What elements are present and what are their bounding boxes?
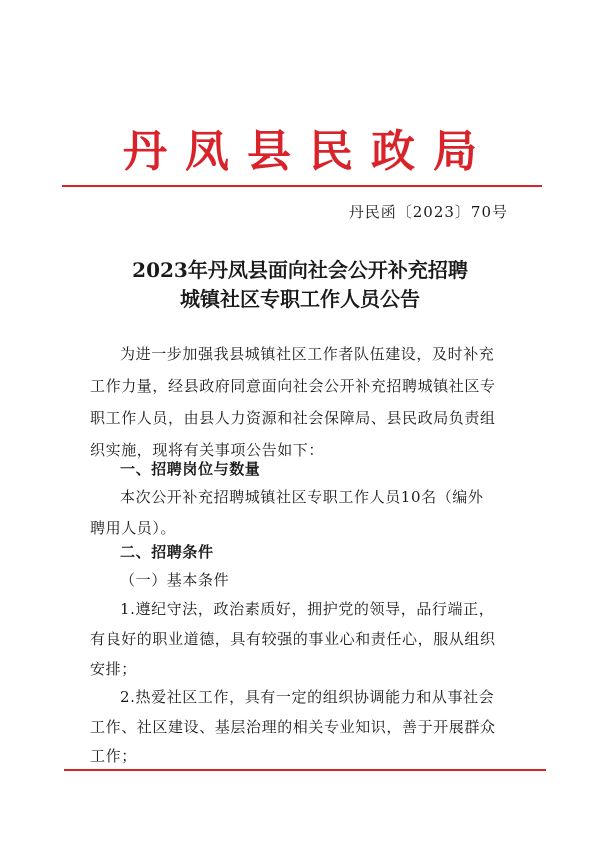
document-number: 丹民函〔2023〕70号 xyxy=(348,203,508,221)
section-1-text-line-2: 聘用人员）。 xyxy=(90,519,177,537)
section-1-text-line-1: 本次公开补充招聘城镇社区专职工作人员10名（编外 xyxy=(120,488,484,506)
footer-red-rule xyxy=(64,769,546,771)
section-1-heading: 一、招聘岗位与数量 xyxy=(120,460,261,478)
intro-line-2: 工作力量，经县政府同意面向社会公开补充招聘城镇社区专 xyxy=(90,377,496,395)
subsection-1-heading: （一）基本条件 xyxy=(120,571,230,589)
section-2-heading: 二、招聘条件 xyxy=(120,543,214,561)
item-2-line-3: 工作； xyxy=(90,747,137,765)
org-letterhead-title: 丹凤县民政局 xyxy=(123,126,495,177)
letterhead-red-rule xyxy=(62,185,542,187)
announcement-title-line-1: 2023年丹凤县面向社会公开补充招聘 xyxy=(132,258,468,282)
item-1-line-1: 1.遵纪守法，政治素质好，拥护党的领导，品行端正， xyxy=(120,600,495,618)
announcement-title-line-2: 城镇社区专职工作人员公告 xyxy=(180,287,420,311)
item-1-line-2: 有良好的职业道德，具有较强的事业心和责任心，服从组织 xyxy=(90,630,496,648)
intro-line-4: 织实施，现将有关事项公告如下： xyxy=(90,441,325,459)
intro-line-1: 为进一步加强我县城镇社区工作者队伍建设，及时补充 xyxy=(120,345,495,363)
item-2-line-1: 2.热爱社区工作，具有一定的组织协调能力和从事社会 xyxy=(120,688,495,706)
item-1-line-3: 安排； xyxy=(90,660,137,678)
item-2-line-2: 工作、社区建设、基层治理的相关专业知识，善于开展群众 xyxy=(90,718,496,736)
intro-line-3: 职工作人员，由县人力资源和社会保障局、县民政局负责组 xyxy=(90,409,496,427)
